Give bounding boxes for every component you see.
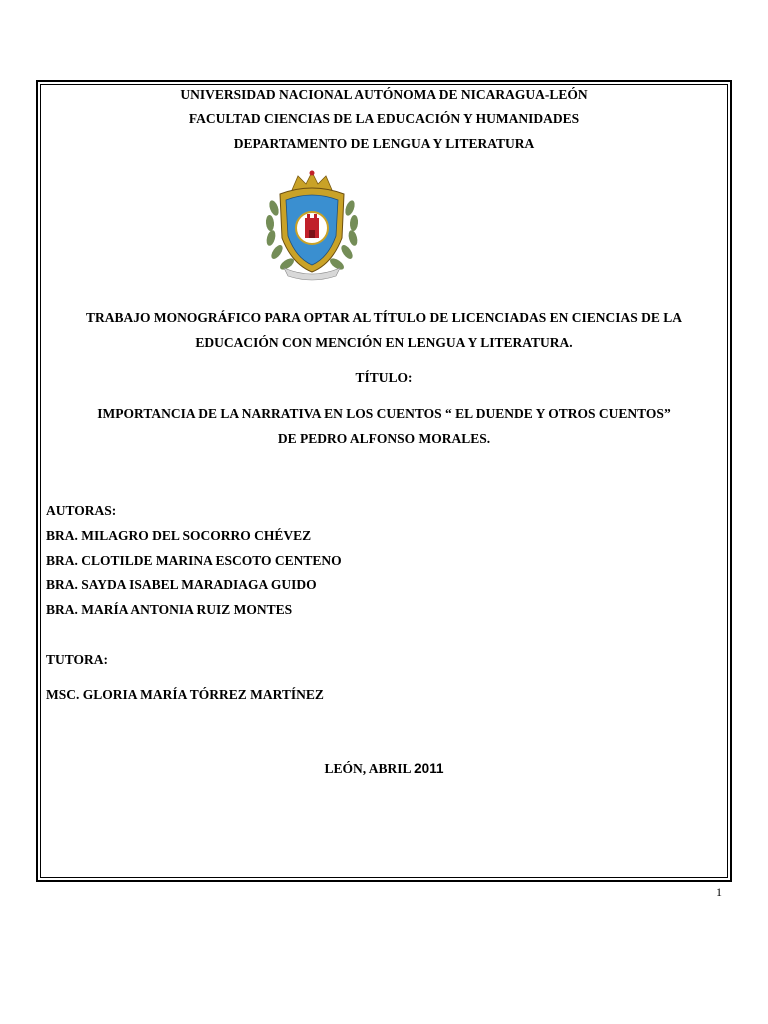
page-border-inner	[40, 84, 728, 878]
author-2: BRA. CLOTILDE MARINA ESCOTO CENTENO	[46, 553, 342, 568]
university-coat-of-arms-icon	[262, 168, 362, 284]
title-line-1: IMPORTANCIA DE LA NARRATIVA EN LOS CUENTOS “ EL DUENDE Y OTROS CUENTOS”	[97, 406, 671, 421]
title-label: TÍTULO:	[355, 370, 413, 385]
author-4: BRA. MARÍA ANTONIA RUIZ MONTES	[46, 602, 293, 617]
department-name: DEPARTAMENTO DE LENGUA Y LITERATURA	[233, 136, 535, 151]
degree-line-1: TRABAJO MONOGRÁFICO PARA OPTAR AL TÍTULO DE LICENCIADAS EN CIENCIAS DE LA	[86, 310, 682, 325]
authors-label: AUTORAS:	[46, 503, 117, 518]
tutor-name: MSC. GLORIA MARÍA TÓRREZ MARTÍNEZ	[46, 687, 324, 702]
degree-line-2: EDUCACIÓN CON MENCIÓN EN LENGUA Y LITERATURA.	[195, 335, 573, 350]
year: 2011	[414, 761, 444, 776]
author-3: BRA. SAYDA ISABEL MARADIAGA GUIDO	[46, 577, 317, 592]
title-line-2: DE PEDRO ALFONSO MORALES.	[277, 431, 491, 446]
place-date-text: LEÓN, ABRIL	[324, 761, 415, 776]
place-date	[40, 762, 728, 776]
university-name: UNIVERSIDAD NACIONAL AUTÓNOMA DE NICARAGUA-LEÓN	[180, 87, 588, 102]
author-1: BRA. MILAGRO DEL SOCORRO CHÉVEZ	[46, 528, 312, 543]
page-number: 1	[716, 885, 722, 899]
tutor-label: TUTORA:	[46, 652, 109, 667]
faculty-name: FACULTAD CIENCIAS DE LA EDUCACIÓN Y HUMANIDADES	[188, 111, 580, 126]
